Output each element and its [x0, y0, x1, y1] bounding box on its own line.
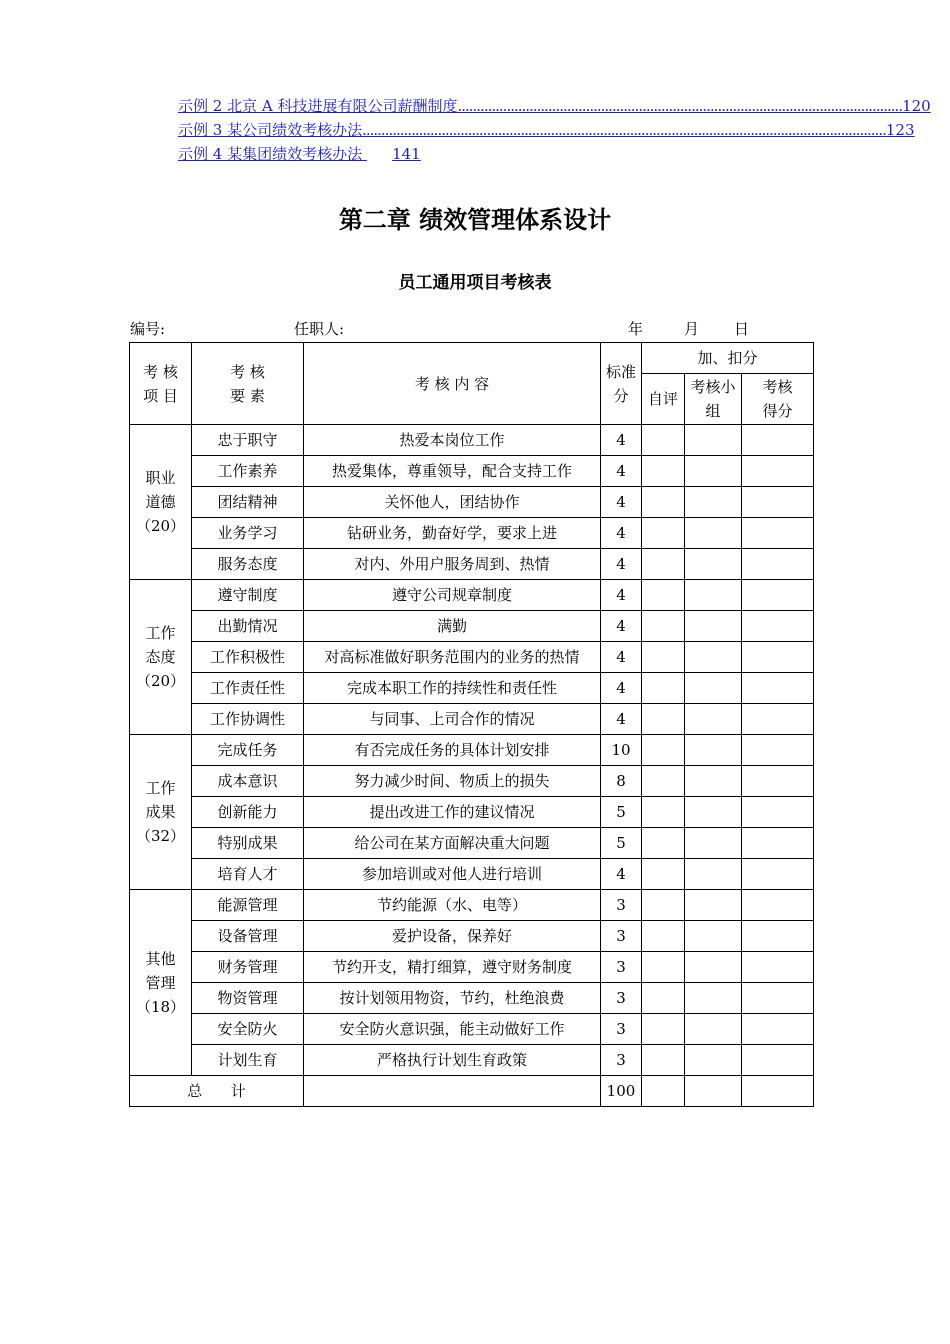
final-score-input[interactable]: [742, 518, 814, 549]
holder-label: 任职人:: [294, 320, 345, 338]
header-item-line1: 考 核: [143, 362, 178, 381]
table-row: [130, 704, 814, 735]
self-score-input[interactable]: [642, 983, 685, 1014]
final-score-input[interactable]: [742, 611, 814, 642]
table-row: [130, 549, 814, 580]
group-score-input[interactable]: [685, 859, 742, 890]
table-row: [130, 1014, 814, 1045]
category-cell: [130, 890, 192, 1076]
final-score-input[interactable]: [742, 828, 814, 859]
total-row: [130, 1076, 814, 1107]
standard-score-cell: 3: [601, 983, 642, 1014]
element-cell: 培育人才: [192, 859, 304, 890]
category-line2: 管理: [145, 973, 176, 992]
final-score-input[interactable]: [742, 549, 814, 580]
content-cell: 给公司在某方面解决重大问题: [304, 828, 601, 859]
final-score-input[interactable]: [742, 1014, 814, 1045]
group-score-input[interactable]: [685, 673, 742, 704]
header-group: [685, 374, 742, 425]
group-score-input[interactable]: [685, 952, 742, 983]
category-cell: [130, 425, 192, 580]
standard-score-cell: 5: [601, 797, 642, 828]
standard-score-cell: 4: [601, 673, 642, 704]
header-element-line2: 要 素: [230, 386, 265, 405]
content-cell: 参加培训或对他人进行培训: [304, 859, 601, 890]
self-score-input[interactable]: [642, 487, 685, 518]
group-score-input[interactable]: [685, 890, 742, 921]
element-cell: 工作协调性: [192, 704, 304, 735]
category-line2: 道德: [145, 493, 176, 511]
group-score-input[interactable]: [685, 518, 742, 549]
self-score-input[interactable]: [642, 673, 685, 704]
toc-entry-label[interactable]: 示例 2 北京 A 科技进展有限公司薪酬制度: [178, 97, 458, 115]
final-score-input[interactable]: [742, 642, 814, 673]
table-of-contents: [178, 94, 931, 166]
group-score-input[interactable]: [685, 1014, 742, 1045]
final-score-input[interactable]: [742, 983, 814, 1014]
standard-score-cell: 4: [601, 611, 642, 642]
content-cell: 对内、外用户服务周到、热情: [304, 549, 601, 580]
number-label: 编号:: [130, 320, 166, 338]
self-score-input[interactable]: [642, 766, 685, 797]
toc-entry-example-3[interactable]: [178, 118, 915, 142]
category-line3: （32）: [135, 827, 186, 845]
standard-score-cell: 4: [601, 642, 642, 673]
final-score-input[interactable]: [742, 859, 814, 890]
content-cell: 节约能源（水、电等）: [304, 890, 601, 921]
total-group-score-input[interactable]: [685, 1076, 742, 1107]
standard-score-cell: 4: [601, 456, 642, 487]
table-row: [130, 735, 814, 766]
element-cell: 成本意识: [192, 766, 304, 797]
group-score-input[interactable]: [685, 1045, 742, 1076]
table-row: [130, 797, 814, 828]
final-score-input[interactable]: [742, 921, 814, 952]
group-score-input[interactable]: [685, 487, 742, 518]
final-score-input[interactable]: [742, 735, 814, 766]
self-score-input[interactable]: [642, 797, 685, 828]
toc-entry-example-2[interactable]: [178, 94, 931, 118]
element-cell: 计划生育: [192, 1045, 304, 1076]
group-score-input[interactable]: [685, 921, 742, 952]
group-score-input[interactable]: [685, 797, 742, 828]
total-score: 100: [601, 1076, 642, 1107]
total-self-score-input[interactable]: [642, 1076, 685, 1107]
table-row: [130, 487, 814, 518]
category-line3: （18）: [135, 997, 186, 1016]
header-content: 考 核 内 容: [304, 343, 601, 425]
content-cell: 遵守公司规章制度: [304, 580, 601, 611]
element-cell: 设备管理: [192, 921, 304, 952]
group-score-input[interactable]: [685, 456, 742, 487]
form-title: 员工通用项目考核表: [398, 273, 552, 293]
final-score-input[interactable]: [742, 487, 814, 518]
content-cell: 提出改进工作的建议情况: [304, 797, 601, 828]
self-score-input[interactable]: [642, 1014, 685, 1045]
standard-score-cell: 4: [601, 518, 642, 549]
toc-entry-label[interactable]: 示例 3 某公司绩效考核办法: [178, 121, 363, 139]
chapter-title: 第二章 绩效管理体系设计: [338, 205, 612, 234]
table-row: [130, 952, 814, 983]
toc-entry-label[interactable]: 示例 4 某集团绩效考核办法: [178, 145, 363, 163]
element-cell: 工作责任性: [192, 673, 304, 704]
toc-entry-page[interactable]: 120: [902, 97, 931, 115]
element-cell: 财务管理: [192, 952, 304, 983]
element-cell: 物资管理: [192, 983, 304, 1014]
content-cell: 安全防火意识强，能主动做好工作: [304, 1014, 601, 1045]
total-final-score-input[interactable]: [742, 1076, 814, 1107]
total-label: 总 计: [130, 1076, 304, 1107]
final-score-input[interactable]: [742, 797, 814, 828]
self-score-input[interactable]: [642, 425, 685, 456]
final-score-input[interactable]: [742, 766, 814, 797]
self-score-input[interactable]: [642, 580, 685, 611]
element-cell: 遵守制度: [192, 580, 304, 611]
standard-score-cell: 8: [601, 766, 642, 797]
category-line1: 工作: [145, 624, 176, 642]
final-score-input[interactable]: [742, 580, 814, 611]
table-row: [130, 859, 814, 890]
header-standard-line2: 分: [613, 386, 629, 405]
header-adjust: 加、扣分: [642, 343, 814, 374]
header-score: [742, 374, 814, 425]
total-content-cell: [304, 1076, 601, 1107]
table-row: [130, 766, 814, 797]
group-score-input[interactable]: [685, 704, 742, 735]
self-score-input[interactable]: [642, 456, 685, 487]
element-cell: 完成任务: [192, 735, 304, 766]
category-cell: [130, 580, 192, 735]
header-score-line2: 得分: [762, 402, 793, 420]
table-row: [130, 921, 814, 952]
element-cell: 出勤情况: [192, 611, 304, 642]
content-cell: 热爱本岗位工作: [304, 425, 601, 456]
group-score-input[interactable]: [685, 425, 742, 456]
table-row: [130, 1045, 814, 1076]
standard-score-cell: 4: [601, 549, 642, 580]
table-row: [130, 518, 814, 549]
header-self: 自评: [642, 374, 685, 425]
final-score-input[interactable]: [742, 1045, 814, 1076]
toc-entry-example-4[interactable]: [178, 142, 808, 166]
content-cell: 严格执行计划生育政策: [304, 1045, 601, 1076]
content-cell: 满勤: [304, 611, 601, 642]
content-cell: 节约开支，精打细算，遵守财务制度: [304, 952, 601, 983]
self-score-input[interactable]: [642, 828, 685, 859]
category-cell: [130, 735, 192, 890]
table-row: [130, 983, 814, 1014]
header-standard-line1: 标准: [605, 362, 636, 381]
element-cell: 创新能力: [192, 797, 304, 828]
table-row: [130, 456, 814, 487]
element-cell: 团结精神: [192, 487, 304, 518]
table-row: [130, 611, 814, 642]
content-cell: 热爱集体，尊重领导，配合支持工作: [304, 456, 601, 487]
self-score-input[interactable]: [642, 952, 685, 983]
category-line1: 工作: [145, 779, 176, 797]
standard-score-cell: 4: [601, 704, 642, 735]
category-line1: 其他: [145, 949, 176, 968]
standard-score-cell: 3: [601, 952, 642, 983]
element-cell: 工作积极性: [192, 642, 304, 673]
toc-entry-page[interactable]: 141: [392, 145, 421, 163]
toc-entry-leader: ...........................................................................................................................................: [362, 121, 886, 139]
table-row: [130, 642, 814, 673]
self-score-input[interactable]: [642, 921, 685, 952]
self-score-input[interactable]: [642, 704, 685, 735]
content-cell: 与同事、上司合作的情况: [304, 704, 601, 735]
self-score-input[interactable]: [642, 549, 685, 580]
final-score-input[interactable]: [742, 456, 814, 487]
element-cell: 忠于职守: [192, 425, 304, 456]
content-cell: 努力减少时间、物质上的损失: [304, 766, 601, 797]
toc-entry-page[interactable]: 123: [885, 121, 915, 139]
category-line1: 职业: [145, 469, 176, 487]
element-cell: 特别成果: [192, 828, 304, 859]
standard-score-cell: 4: [601, 425, 642, 456]
self-score-input[interactable]: [642, 1045, 685, 1076]
self-score-input[interactable]: [642, 518, 685, 549]
self-score-input[interactable]: [642, 611, 685, 642]
standard-score-cell: 3: [601, 1045, 642, 1076]
table-row: [130, 673, 814, 704]
header-standard: [601, 343, 642, 425]
date-year-label: 年: [628, 320, 644, 338]
element-cell: 能源管理: [192, 890, 304, 921]
category-line3: （20）: [135, 517, 186, 535]
date-month-label: 月: [684, 320, 700, 338]
content-cell: 对高标准做好职务范围内的业务的热情: [304, 642, 601, 673]
final-score-input[interactable]: [742, 425, 814, 456]
final-score-input[interactable]: [742, 952, 814, 983]
standard-score-cell: 3: [601, 1014, 642, 1045]
group-score-input[interactable]: [685, 766, 742, 797]
header-element-line1: 考 核: [230, 362, 265, 381]
content-cell: 按计划领用物资，节约，杜绝浪费: [304, 983, 601, 1014]
group-score-input[interactable]: [685, 549, 742, 580]
standard-score-cell: 5: [601, 828, 642, 859]
group-score-input[interactable]: [685, 983, 742, 1014]
header-group-line1: 考核小: [690, 378, 736, 396]
table-row: [130, 580, 814, 611]
group-score-input[interactable]: [685, 828, 742, 859]
date-day-label: 日: [734, 320, 750, 338]
content-cell: 关怀他人，团结协作: [304, 487, 601, 518]
final-score-input[interactable]: [742, 704, 814, 735]
group-score-input[interactable]: [685, 611, 742, 642]
content-cell: 钻研业务，勤奋好学，要求上进: [304, 518, 601, 549]
table-row: [130, 890, 814, 921]
self-score-input[interactable]: [642, 859, 685, 890]
self-score-input[interactable]: [642, 642, 685, 673]
element-cell: 服务态度: [192, 549, 304, 580]
standard-score-cell: 4: [601, 487, 642, 518]
toc-entry-leader: ......................................................................................................................: [457, 97, 903, 115]
assessment-table: [129, 342, 814, 1107]
final-score-input[interactable]: [742, 890, 814, 921]
toc-entry-leader: [362, 142, 392, 166]
element-cell: 工作素养: [192, 456, 304, 487]
standard-score-cell: 4: [601, 580, 642, 611]
self-score-input[interactable]: [642, 890, 685, 921]
self-score-input[interactable]: [642, 735, 685, 766]
category-line3: （20）: [135, 672, 186, 690]
element-cell: 安全防火: [192, 1014, 304, 1045]
content-cell: 完成本职工作的持续性和责任性: [304, 673, 601, 704]
table-row: [130, 425, 814, 456]
standard-score-cell: 10: [601, 735, 642, 766]
header-element: [192, 343, 304, 425]
standard-score-cell: 3: [601, 921, 642, 952]
standard-score-cell: 4: [601, 859, 642, 890]
header-group-line2: 组: [705, 402, 721, 420]
header-row: [130, 343, 814, 374]
category-line2: 成果: [145, 803, 176, 821]
category-line2: 态度: [145, 648, 176, 666]
table-row: [130, 828, 814, 859]
header-item-line2: 项 目: [143, 386, 178, 405]
header-score-line1: 考核: [762, 378, 793, 396]
group-score-input[interactable]: [685, 735, 742, 766]
group-score-input[interactable]: [685, 580, 742, 611]
final-score-input[interactable]: [742, 673, 814, 704]
group-score-input[interactable]: [685, 642, 742, 673]
content-cell: 有否完成任务的具体计划安排: [304, 735, 601, 766]
header-item: [130, 343, 192, 425]
standard-score-cell: 3: [601, 890, 642, 921]
element-cell: 业务学习: [192, 518, 304, 549]
content-cell: 爱护设备，保养好: [304, 921, 601, 952]
